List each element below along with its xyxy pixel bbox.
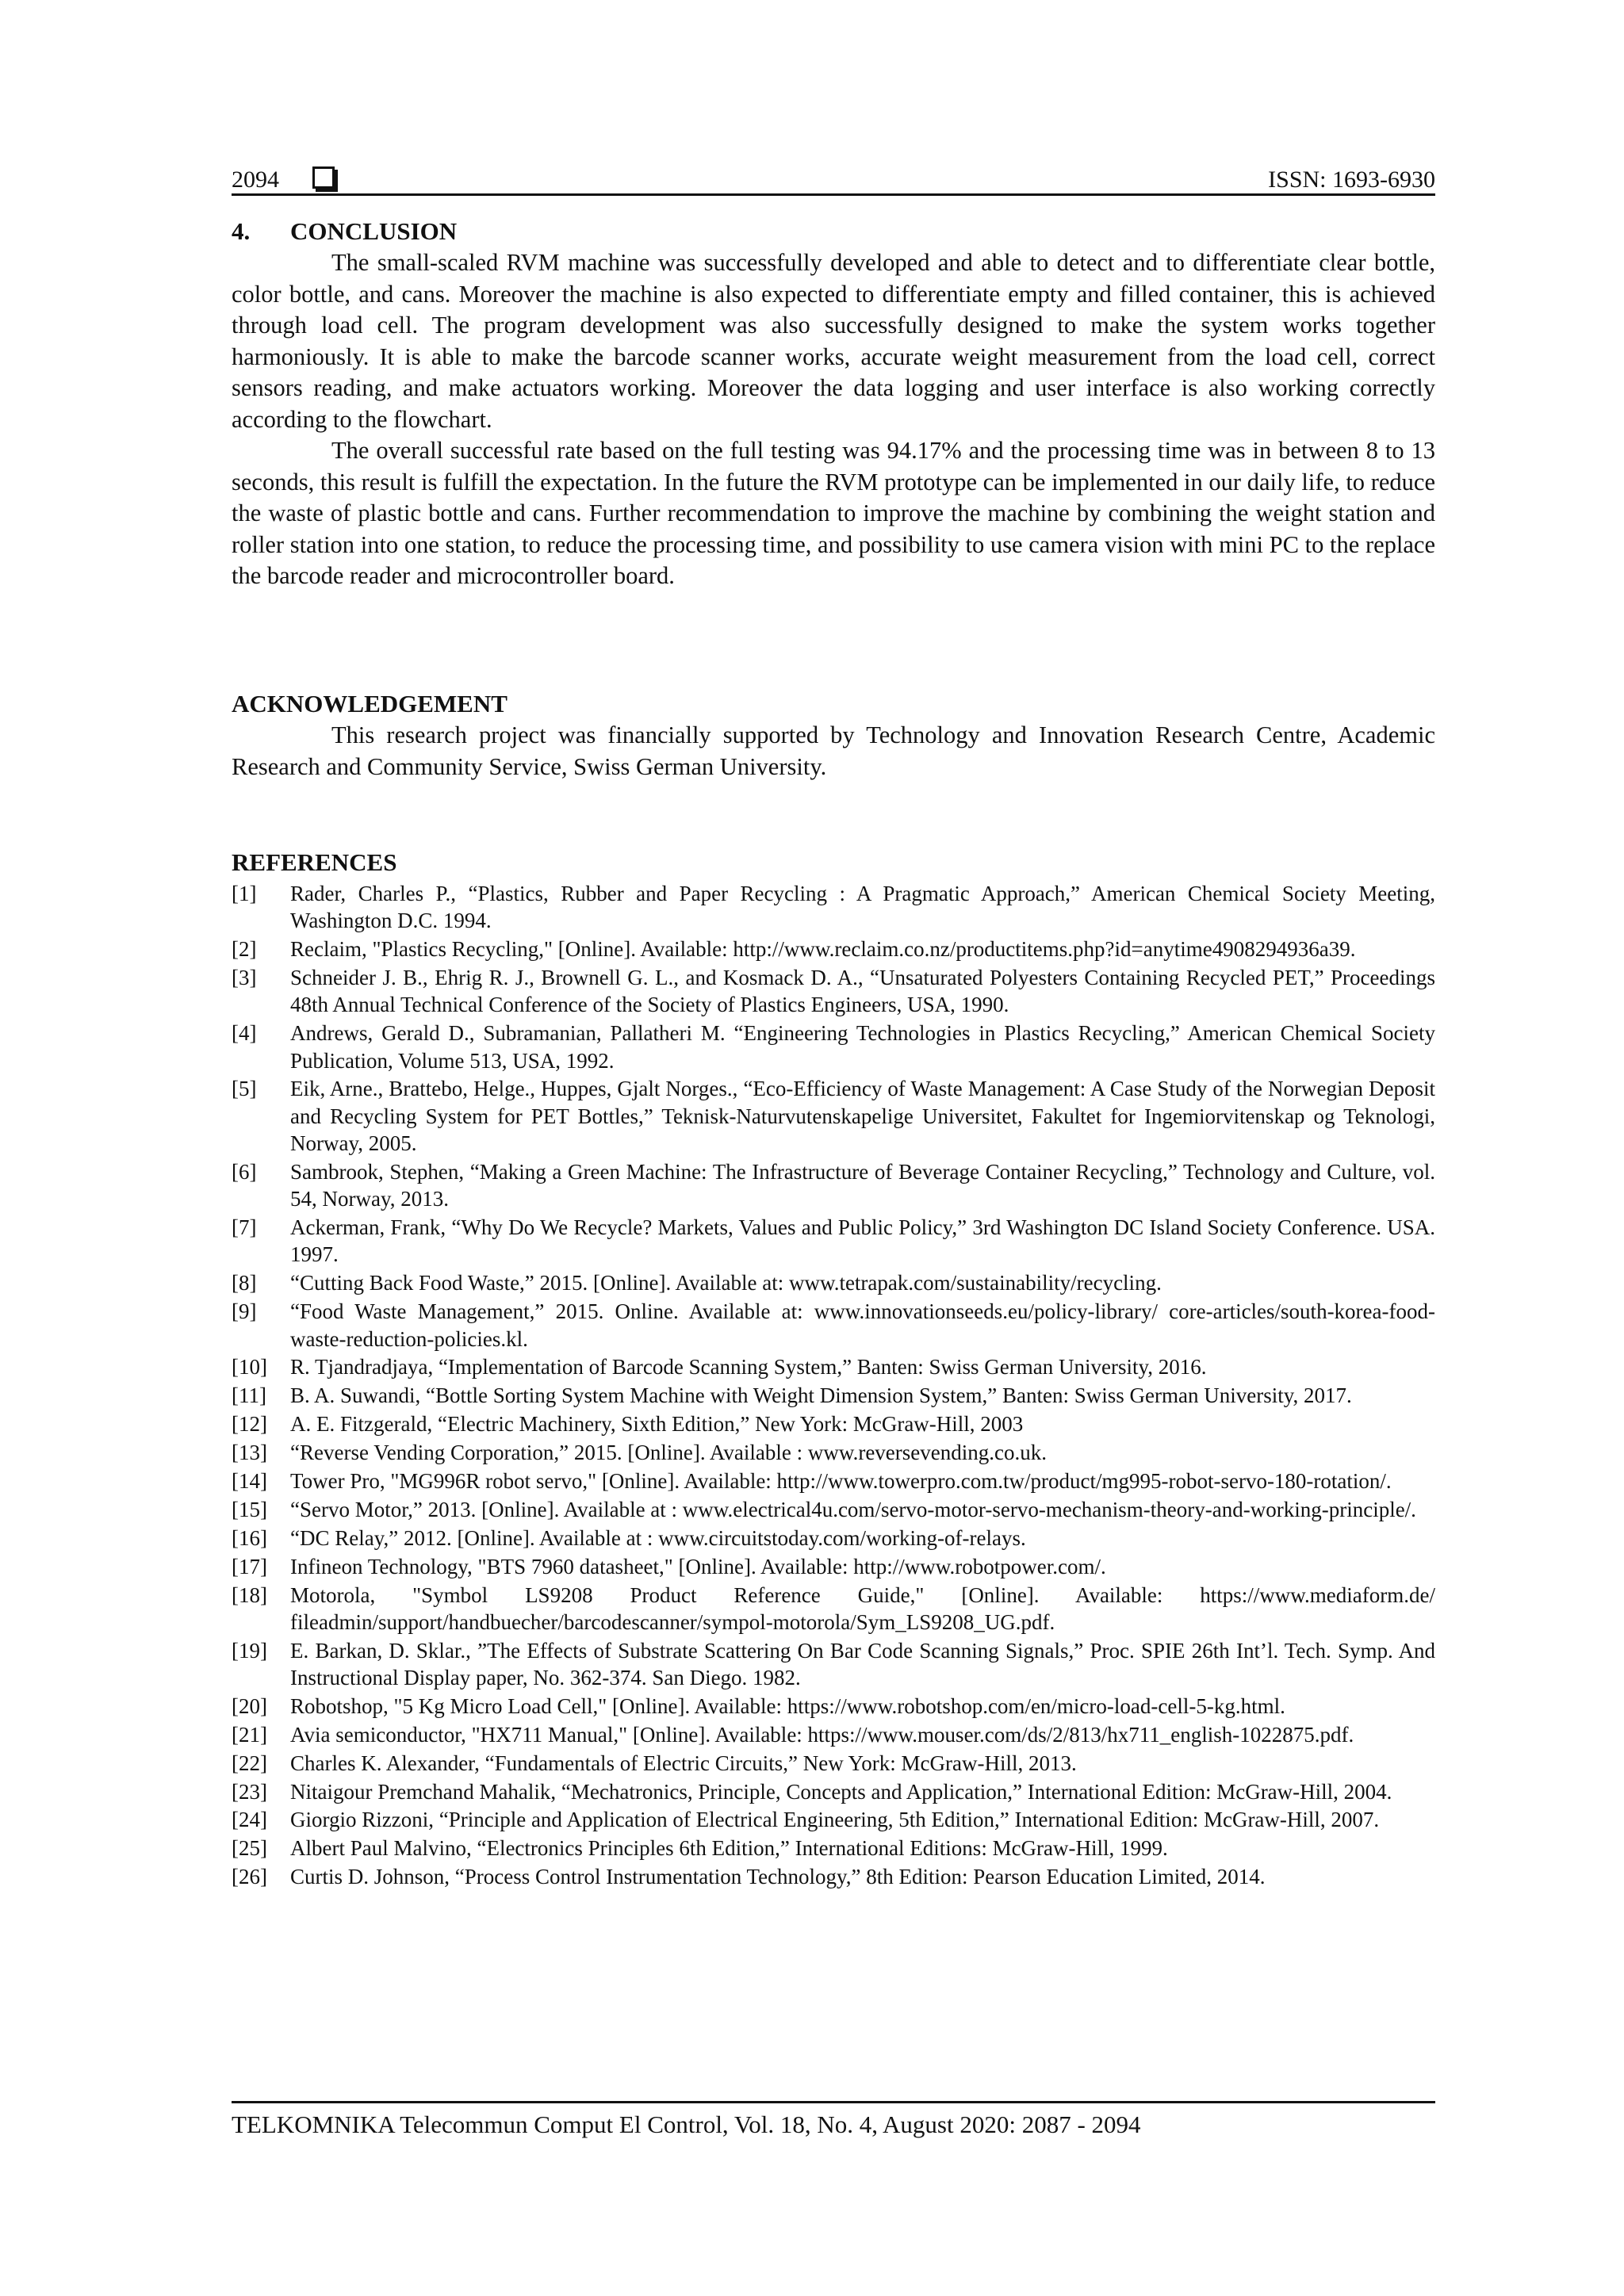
reference-number: [22] [232,1751,267,1775]
reference-number: [14] [232,1468,267,1493]
reference-text: R. Tjandradjaya, “Implementation of Barcode Scanning System,” Banten: Swiss German University, 2016. [290,1355,1207,1380]
reference-item [232,1020,1435,1074]
reference-number: [8] [232,1271,257,1295]
conclusion-section [232,216,1435,592]
reference-text: Robotshop, "5 Kg Micro Load Cell," [Online]. Available: https://www.robotshop.com/en/micro-load-cell-5-kg.html. [290,1693,1285,1718]
reference-number: [3] [232,966,257,990]
reference-number: [7] [232,1215,257,1240]
reference-number: [21] [232,1722,267,1747]
reference-number: [9] [232,1299,257,1324]
reference-text: Eik, Arne., Brattebo, Helge., Huppes, Gjalt Norges., “Eco-Efficiency of Waste Management: A Case Study of the Norwegian Deposit and Recycling System for PET Bottles,” Teknisk-Naturvutenskapelige Universitet, Fakultet for Ingemiorvitenskap og Teknologi, Norway, 2005. [290,1077,1435,1156]
section-heading [232,216,1435,247]
reference-text: Schneider J. B., Ehrig R. J., Brownell G. L., and Kosmack D. A., “Unsaturated Polyesters Containing Recycled PET,” Proceedings 48th Annual Technical Conference of the Society of Plastics Engineers, USA, 1990. [290,966,1435,1017]
reference-text: Giorgio Rizzoni, “Principle and Application of Electrical Engineering, 5th Edition,” International Edition: McGraw-Hill, 2007. [290,1808,1380,1832]
reference-item [232,1582,1435,1636]
reference-item [232,1214,1435,1269]
reference-item [232,1468,1435,1494]
reference-item [232,1439,1435,1466]
reference-text: Ackerman, Frank, “Why Do We Recycle? Markets, Values and Public Policy,” 3rd Washington DC Island Society Conference. USA. 1997. [290,1215,1435,1267]
reference-number: [6] [232,1159,257,1184]
section-title: REFERENCES [232,848,397,876]
reference-item [232,1778,1435,1805]
reference-item [232,1693,1435,1720]
issn: ISSN: 1693-6930 [1268,166,1435,193]
reference-item [232,1806,1435,1833]
reference-text: A. E. Fitzgerald, “Electric Machinery, Sixth Edition,” New York: McGraw-Hill, 2003 [290,1412,1024,1437]
reference-item [232,1553,1435,1580]
reference-number: [26] [232,1865,267,1889]
reference-list [232,880,1435,1891]
reference-text: Rader, Charles P., “Plastics, Rubber and Paper Recycling : A Pragmatic Approach,” American Chemical Society Meeting, Washington D.C. 1994. [290,882,1435,933]
reference-number: [1] [232,882,257,905]
reference-item [232,880,1435,935]
reference-text: “Food Waste Management,” 2015. Online. Available at: www.innovationseeds.eu/policy-library/ core-articles/south-korea-food-waste-reduction-policies.kl. [290,1299,1435,1351]
reference-item [232,1353,1435,1380]
header-left [232,166,335,193]
reference-number: [17] [232,1554,267,1578]
reference-item [232,1410,1435,1437]
reference-number: [15] [232,1497,267,1521]
reference-number: [24] [232,1808,267,1832]
reference-number: [18] [232,1582,267,1607]
reference-item [232,1750,1435,1777]
reference-item [232,1637,1435,1692]
section-title: ACKNOWLEDGEMENT [232,690,508,718]
reference-text: “Cutting Back Food Waste,” 2015. [Online]. Available at: www.tetrapak.com/sustainability/recycling. [290,1271,1162,1295]
reference-text: “Servo Motor,” 2013. [Online]. Available at : www.electrical4u.com/servo-motor-servo-mechanism-theory-and-working-principle/. [290,1497,1416,1521]
reference-number: [5] [232,1077,257,1101]
reference-item [232,1269,1435,1296]
reference-text: Tower Pro, "MG996R robot servo," [Online]. Available: http://www.towerpro.com.tw/product/mg995-robot-servo-180-rotation/. [290,1468,1392,1493]
section-number: 4. [232,217,251,245]
acknowledgement-section [232,688,1435,783]
page-footer: TELKOMNIKA Telecommun Comput El Control, Vol. 18, No. 4, August 2020: 2087 - 2094 [232,2110,1141,2138]
reference-number: [12] [232,1412,267,1437]
reference-number: [2] [232,937,257,962]
reference-number: [20] [232,1693,267,1718]
reference-item [232,1496,1435,1523]
checkbox-icon [312,166,335,189]
reference-item [232,1158,1435,1213]
reference-item [232,1298,1435,1353]
reference-text: “DC Relay,” 2012. [Online]. Available at : www.circuitstoday.com/working-of-relays. [290,1525,1026,1550]
reference-text: Nitaigour Premchand Mahalik, “Mechatronics, Principle, Concepts and Application,” International Edition: McGraw-Hill, 2004. [290,1779,1392,1804]
reference-number: [11] [232,1383,266,1408]
reference-number: [16] [232,1525,267,1550]
section-title: CONCLUSION [290,217,458,245]
reference-number: [10] [232,1355,267,1380]
header-rule [232,193,1435,196]
reference-number: [23] [232,1779,267,1804]
page-number: 2094 [232,166,279,193]
references-section [232,847,1435,1892]
reference-text: Albert Paul Malvino, “Electronics Principles 6th Edition,” International Editions: McGraw-Hill, 1999. [290,1836,1168,1861]
page-header [232,152,1435,193]
reference-text: E. Barkan, D. Sklar., ”The Effects of Substrate Scattering On Bar Code Scanning Signals,” Proc. SPIE 26th Int’l. Tech. Symp. And Instructional Display paper, No. 362-374. San Diego. 1982. [290,1638,1435,1689]
reference-number: [25] [232,1836,267,1861]
reference-number: [13] [232,1441,267,1465]
reference-text: Avia semiconductor, "HX711 Manual," [Online]. Available: https://www.mouser.com/ds/2/813/hx711_english-1022875.pdf. [290,1722,1354,1747]
reference-text: Sambrook, Stephen, “Making a Green Machine: The Infrastructure of Beverage Container Recycling,” Technology and Culture, vol. 54, Norway, 2013. [290,1159,1435,1211]
reference-text: “Reverse Vending Corporation,” 2015. [Online]. Available : www.reversevending.co.uk. [290,1441,1047,1465]
reference-item [232,1863,1435,1890]
reference-text: Motorola, "Symbol LS9208 Product Reference Guide," [Online]. Available: https://www.mediaform.de/ fileadmin/support/handbuecher/barcodescanner/sympol-motorola/Sym_LS9208_UG.pdf. [290,1582,1435,1634]
reference-item [232,1382,1435,1409]
reference-text: Andrews, Gerald D., Subramanian, Pallatheri M. “Engineering Technologies in Plastics Recycling,” American Chemical Society Publication, Volume 513, USA, 1992. [290,1021,1435,1073]
reference-item [232,1525,1435,1552]
reference-text: Infineon Technology, "BTS 7960 datasheet," [Online]. Available: http://www.robotpower.com/. [290,1554,1106,1578]
reference-item [232,936,1435,962]
reference-text: Curtis D. Johnson, “Process Control Instrumentation Technology,” 8th Edition: Pearson Education Limited, 2014. [290,1865,1266,1889]
reference-item [232,964,1435,1019]
reference-number: [4] [232,1021,257,1046]
reference-text: Reclaim, "Plastics Recycling," [Online]. Available: http://www.reclaim.co.nz/productitems.php?id=anytime4908294936a39. [290,937,1356,962]
footer-rule [232,2101,1435,2103]
paragraph: This research project was financially supported by Technology and Innovation Research Centre, Academic Research and Community Service, Swiss German University. [232,721,1435,780]
reference-item [232,1835,1435,1862]
reference-text: B. A. Suwandi, “Bottle Sorting System Machine with Weight Dimension System,” Banten: Swiss German University, 2017. [290,1383,1352,1408]
reference-item [232,1721,1435,1748]
reference-number: [19] [232,1638,267,1663]
paragraph: The small-scaled RVM machine was successfully developed and able to detect and to differentiate clear bottle, color bottle, and cans. Moreover the machine is also expected to differentiate empty and filled container, this is achieved through load cell. The program development was also successfully designed to make the system works together harmoniously. It is able to make the barcode scanner works, accurate weight measurement from the load cell, correct sensors reading, and make actuators working. Moreover the data logging and user interface is also working correctly according to the flowchart. [232,249,1435,433]
reference-text: Charles K. Alexander, “Fundamentals of Electric Circuits,” New York: McGraw-Hill, 2013. [290,1751,1077,1775]
reference-item [232,1075,1435,1157]
paragraph: The overall successful rate based on the full testing was 94.17% and the processing time was in between 8 to 13 seconds, this result is fulfill the expectation. In the future the RVM prototype can be implemented in our daily life, to reduce the waste of plastic bottle and cans. Further recommendation to improve the machine by combining the weight station and roller station into one station, to reduce the processing time, and possibility to use camera vision with mini PC to the replace the barcode reader and microcontroller board. [232,437,1435,589]
